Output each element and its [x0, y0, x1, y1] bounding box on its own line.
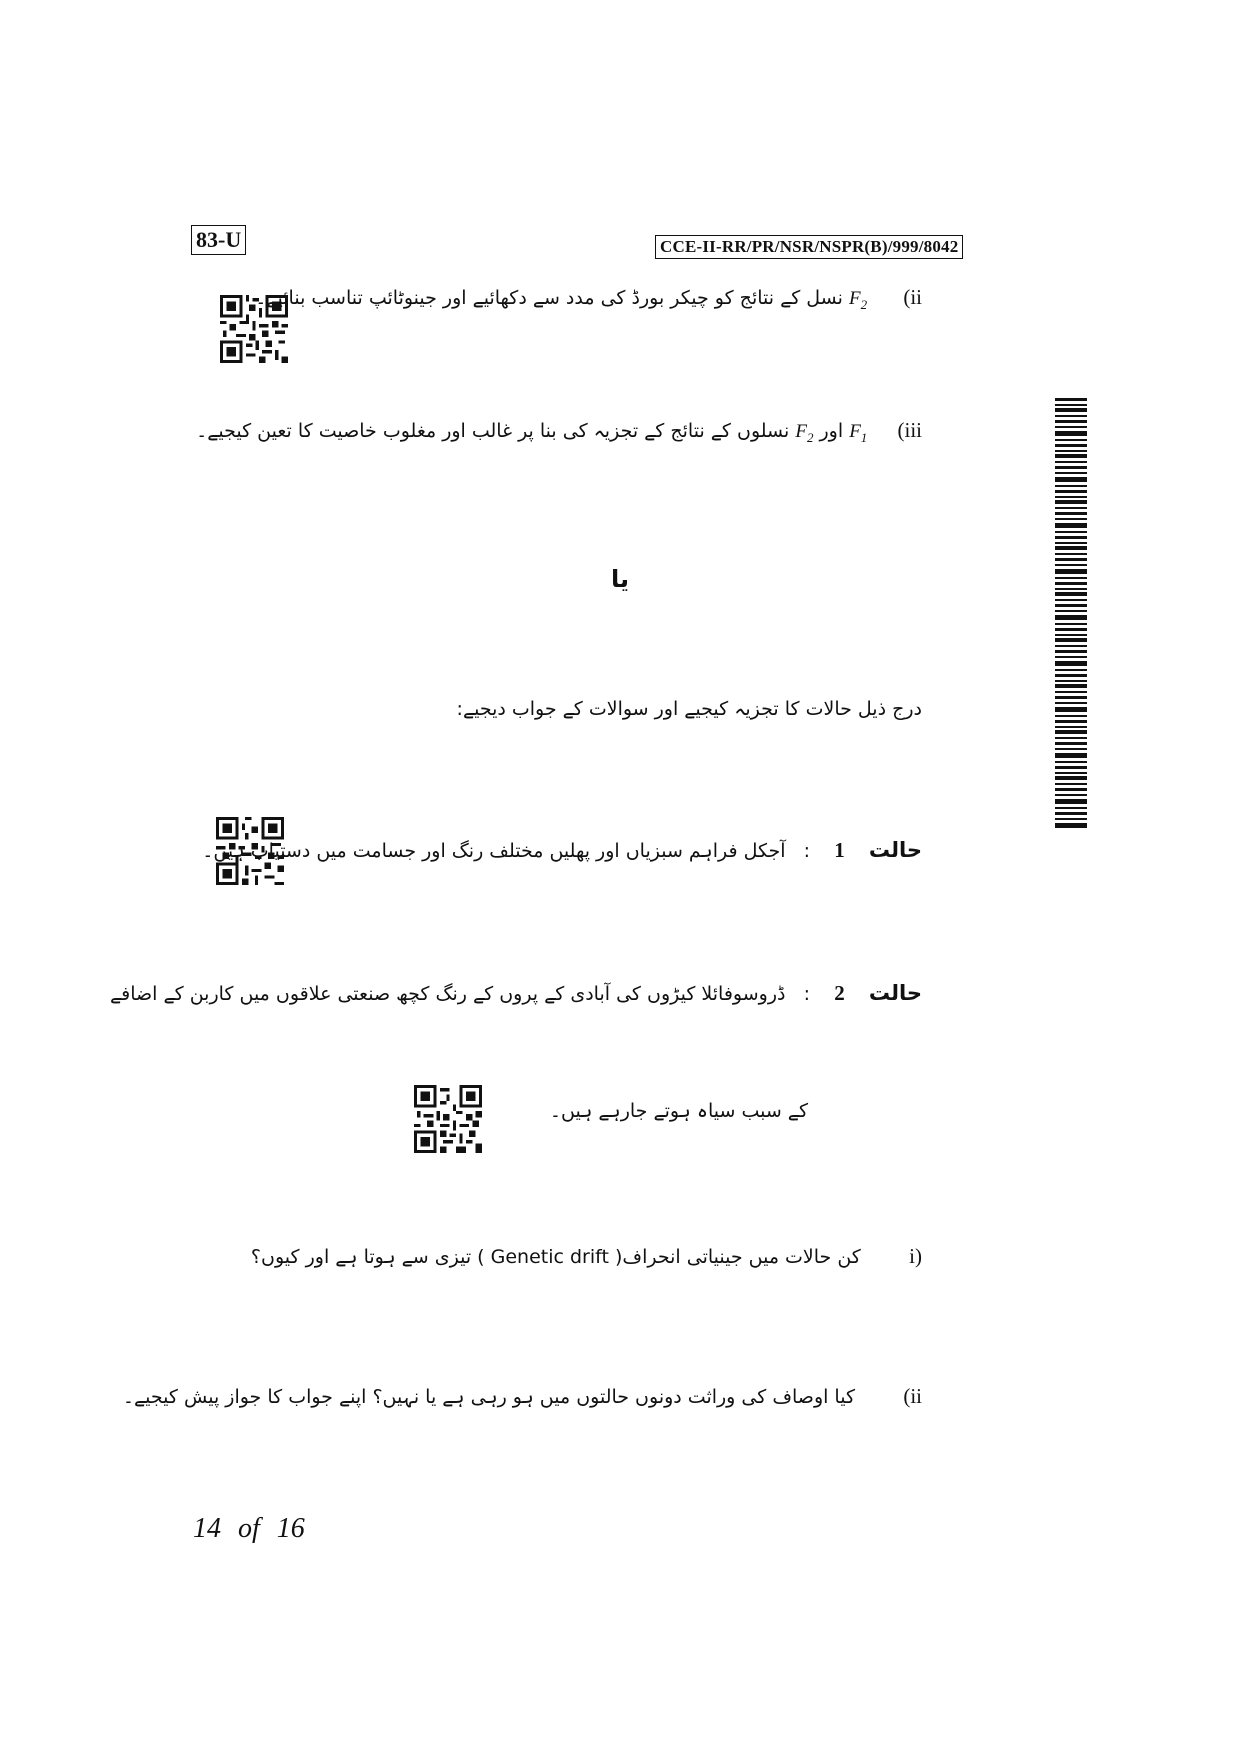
question-number: (ii — [903, 285, 922, 309]
question-text-before: کن حالات میں جینیاتی انحراف( — [614, 1246, 861, 1268]
case-number: 2 — [834, 981, 845, 1005]
question-text: نسل کے نتائج کو چیکر بورڈ کی مدد سے دکھائیے اور جینوٹائپ تناسب بنائیے۔ — [255, 287, 843, 309]
case-text: آجکل فراہم سبزیاں اور پھلیں مختلف رنگ اور جسامت میں دستیاب ہیں۔ — [202, 840, 786, 862]
paper-code: 83-U — [191, 225, 246, 255]
case-1 — [202, 838, 922, 863]
question-number: i) — [909, 1244, 922, 1268]
page-of: of — [238, 1513, 260, 1544]
current-page: 14 — [193, 1513, 221, 1544]
case-separator: : — [803, 983, 811, 1005]
f2-symbol: $F_2$ — [795, 421, 814, 445]
question-ii — [255, 285, 922, 313]
question-text: نسلوں کے نتائج کے تجزیہ کی بنا پر غالب اور مغلوب خاصیت کا تعین کیجیے۔ — [196, 420, 790, 442]
question-text-after: ) تیزی سے ہوتا ہے اور کیوں؟ — [250, 1246, 485, 1268]
case-label: حالت — [868, 981, 922, 1005]
f1-symbol: $F_1$ — [849, 421, 868, 445]
english-term: Genetic drift — [490, 1246, 609, 1268]
case-label: حالت — [868, 838, 922, 862]
series-code: CCE-II-RR/PR/NSR/NSPR(B)/999/8042 — [655, 235, 963, 259]
question-number: (ii — [903, 1384, 922, 1408]
barcode-icon — [1055, 398, 1087, 828]
case-separator: : — [803, 840, 811, 862]
question-iii — [196, 418, 922, 446]
case-2 — [110, 981, 922, 1006]
connector-word: اور — [819, 420, 844, 442]
page-number — [193, 1513, 305, 1545]
case-number: 1 — [834, 838, 845, 862]
sub-question-ii — [123, 1384, 922, 1409]
sub-question-i — [251, 1244, 922, 1269]
or-separator: یا — [610, 565, 630, 593]
instruction-text: درج ذیل حالات کا تجزیہ کیجیے اور سوالات کے جواب دیجیے: — [456, 698, 922, 720]
question-number: (iii — [897, 418, 922, 442]
case-text: ڈروسوفائلا کیڑوں کی آبادی کے پروں کے رنگ کچھ صنعتی علاقوں میں کاربن کے اضافے — [110, 983, 786, 1005]
case-2-continuation: کے سبب سیاہ ہوتے جارہے ہیں۔ — [549, 1100, 808, 1122]
f2-symbol: $F_2$ — [848, 288, 868, 312]
qr-code-icon — [414, 1085, 482, 1153]
total-pages: 16 — [276, 1513, 305, 1544]
question-text: کیا اوصاف کی وراثت دونوں حالتوں میں ہو رہی ہے یا نہیں؟ اپنے جواب کا جواز پیش کیجیے۔ — [122, 1386, 855, 1408]
